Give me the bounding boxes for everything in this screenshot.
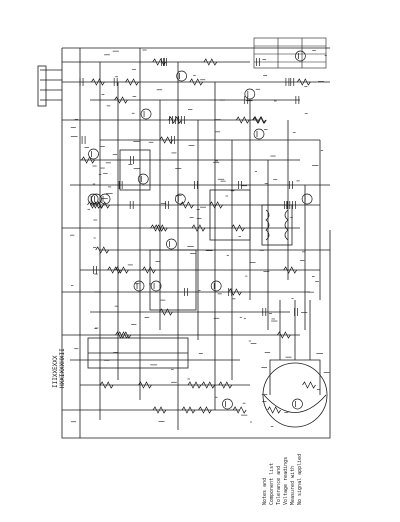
model-label: [52, 348, 66, 388]
legend-line-6: No signal applied: [297, 453, 303, 505]
legend-line-3: Tolerance and: [276, 465, 282, 505]
transistor-symbol: [295, 51, 305, 61]
notes-legend: [262, 454, 304, 505]
model-label-line-2: HXXIXXXHXII: [59, 348, 66, 388]
legend-line-1: Notes and: [262, 477, 268, 505]
wires: [38, 48, 330, 438]
components: [70, 50, 329, 427]
transistor-symbol: [292, 399, 302, 409]
transistor-symbol: [211, 281, 221, 291]
top-right-title-block: [254, 38, 326, 68]
transistor-symbol: [245, 89, 255, 99]
legend-line-2: Component list: [269, 462, 275, 505]
transistor-symbol: [222, 399, 232, 409]
transistor-symbol: [166, 239, 176, 249]
legend-line-5: Measured with: [290, 465, 296, 505]
legend-line-4: Voltage readings: [283, 456, 289, 505]
transistor-symbol: [141, 109, 151, 119]
transistor-symbol: [151, 281, 161, 291]
model-label-line-1: IIIXXEXXX: [52, 355, 59, 388]
transistor-symbol: [302, 194, 312, 204]
transistor-symbol: [254, 129, 264, 139]
resistor-symbol: [303, 382, 316, 388]
transistor-symbol: [134, 281, 144, 291]
